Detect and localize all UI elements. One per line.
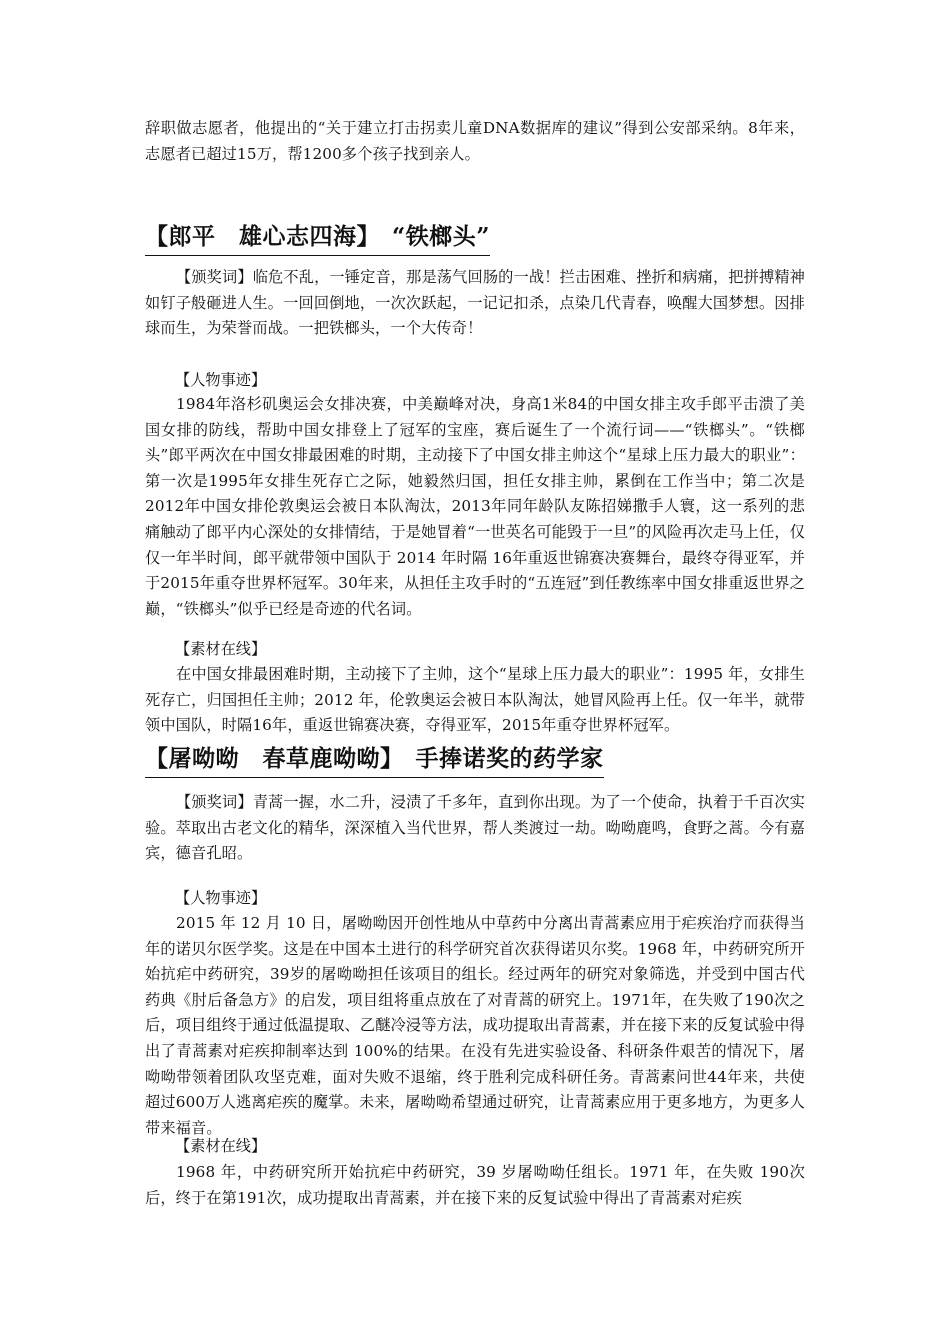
material-tag-langping: 【素材在线】 bbox=[175, 640, 267, 658]
story-tag-tuyouyou: 【人物事迹】 bbox=[175, 889, 267, 907]
material-tag-tuyouyou: 【素材在线】 bbox=[175, 1137, 267, 1155]
story-langping: 1984年洛杉矶奥运会女排决赛，中美巅峰对决，身高1米84的中国女排主攻手郎平击溃了美国女排的防线，帮助中国女排登上了冠军的宝座，赛后诞生了一个流行词——“铁榔头”。“铁榔头”郎平两次在中国女排最困难的时期，主动接下了中国女排主帅这个“星球上压力最大的职业”：第一次是1995年女排生死存亡之际，她毅然归国，担任女排主帅，累倒在工作当中；第二次是2012年中国女排伦敦奥运会被日本队淘汰，2013年同年龄队友陈招娣撒手人寰，这一系列的悲痛触动了郎平内心深处的女排情结，于是她冒着“一世英名可能毁于一旦”的风险再次走马上任，仅仅一年半时间，郎平就带领中国队于 2014 年时隔 16年重返世锦赛决赛舞台，最终夺得亚军，并于2015年重夺世界杯冠军。30年来，从担任主攻手时的“五连冠”到任教练率中国女排重返世界之巅，“铁榔头”似乎已经是奇迹的代名词。 bbox=[145, 395, 806, 618]
story-tuyouyou: 2015 年 12 月 10 日，屠呦呦因开创性地从中草药中分离出青蒿素应用于疟疾治疗而获得当年的诺贝尔医学奖。这是在中国本土进行的科学研究首次获得诺贝尔奖。1968 年，中药研究所开始抗疟中药研究，39岁的屠呦呦担任该项目的组长。经过两年的研究对象筛选，并受到中国古代药典《肘后备急方》的启发，项目组将重点放在了对青蒿的研究上。1971年，在失败了190次之后，项目组终于通过低温提取、乙醚冷浸等方法，成功提取出青蒿素，并在接下来的反复试验中得出了青蒿素对疟疾抑制率达到 100%的结果。在没有先进实验设备、科研条件艰苦的情况下，屠呦呦带领着团队攻坚克难，面对失败不退缩，终于胜利完成科研任务。青蒿素问世44年来，共使超过600万人逃离疟疾的魔掌。未来，屠呦呦希望通过研究，让青蒿素应用于更多地方，为更多人带来福音。 bbox=[145, 914, 805, 1137]
section-heading-langping: 【郎平 雄心志四海】 “铁榔头” bbox=[145, 220, 490, 256]
award-words-tuyouyou: 【颁奖词】青蒿一握，水二升，浸渍了千多年，直到你出现。为了一个使命，执着于千百次实验。萃取出古老文化的精华，深深植入当代世界，帮人类渡过一劫。呦呦鹿鸣，食野之蒿。今有嘉宾，德音孔昭。 bbox=[145, 793, 805, 863]
material-tuyouyou: 1968 年，中药研究所开始抗疟中药研究，39 岁屠呦呦任组长。1971 年，在失败 190次后，终于在第191次，成功提取出青蒿素，并在接下来的反复试验中得出了青蒿素对疟疾 bbox=[145, 1163, 805, 1207]
award-words-langping: 【颁奖词】临危不乱，一锤定音，那是荡气回肠的一战！拦击困难、挫折和病痛，把拼搏精神如钉子般砸进人生。一回回倒地，一次次跃起，一记记扣杀，点染几代青春，唤醒大国梦想。因排球而生，为荣誉而战。一把铁榔头，一个大传奇！ bbox=[145, 268, 805, 338]
material-langping: 在中国女排最困难时期，主动接下了主帅，这个“星球上压力最大的职业”：1995 年，女排生死存亡，归国担任主帅；2012 年，伦敦奥运会被日本队淘汰，她冒风险再上任。仅一年半，就带领中国队，时隔16年，重返世锦赛决赛，夺得亚军，2015年重夺世界杯冠军。 bbox=[145, 665, 805, 735]
section-heading-tuyouyou: 【屠呦呦 春草鹿呦呦】 手捧诺奖的药学家 bbox=[145, 742, 604, 778]
intro-paragraph: 辞职做志愿者，他提出的“关于建立打击拐卖儿童DNA数据库的建议”得到公安部采纳。8年来，志愿者已超过15万，帮1200多个孩子找到亲人。 bbox=[145, 119, 805, 163]
story-tag-langping: 【人物事迹】 bbox=[175, 371, 267, 389]
